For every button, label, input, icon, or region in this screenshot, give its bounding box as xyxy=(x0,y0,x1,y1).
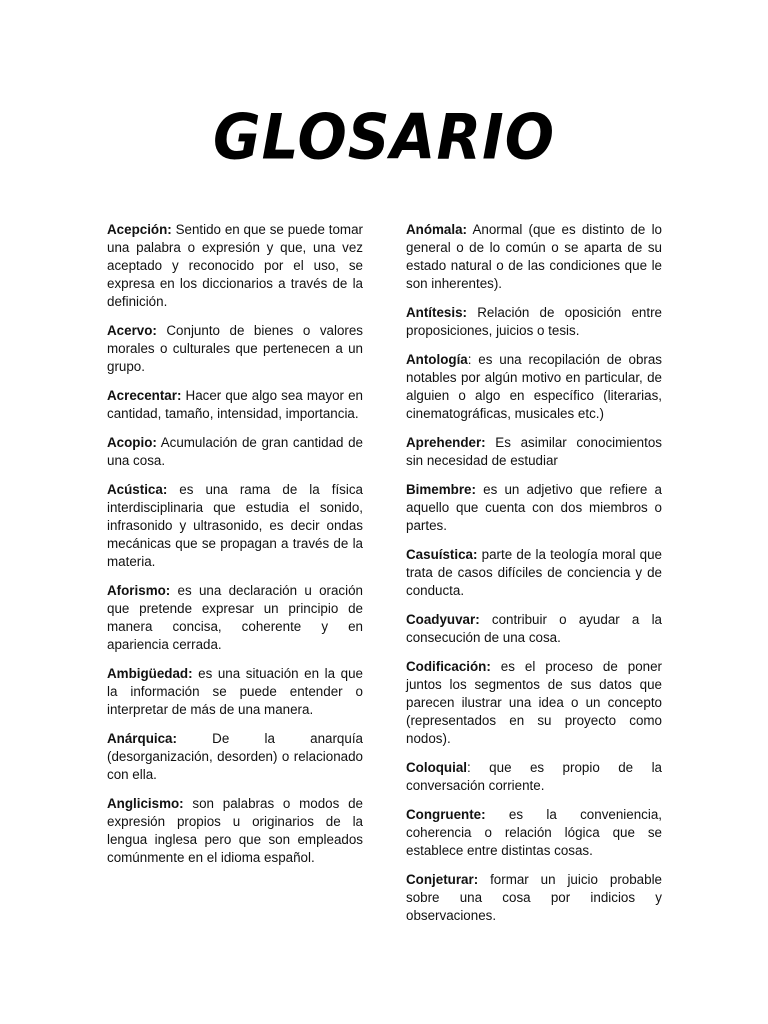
glossary-entry xyxy=(107,730,363,784)
glossary-entry xyxy=(406,658,662,748)
entry-term: Aforismo: xyxy=(107,583,171,598)
page-title: GLOSARIO xyxy=(212,100,555,174)
entry-term: Anárquica: xyxy=(107,731,177,746)
entry-term: Anómala: xyxy=(406,222,468,237)
right-column xyxy=(406,221,662,936)
entry-definition: formar un juicio probable sobre una cosa por indicios y observaciones. xyxy=(406,872,662,923)
glossary-entry xyxy=(406,759,662,795)
entry-definition: son palabras o modos de expresión propios u originarios de la lengua inglesa pero que son empleados comúnmente en el idioma español. xyxy=(107,796,363,865)
entry-definition: contribuir o ayudar a la consecución de una cosa. xyxy=(406,612,662,645)
entry-definition: Relación de oposición entre proposiciones, juicios o tesis. xyxy=(406,305,662,338)
entry-definition: es el proceso de poner juntos los segmentos de sus datos que parecen ilustrar una idea o un concepto (representados en su proyecto como nodos). xyxy=(406,659,662,746)
glossary-entry xyxy=(107,387,363,423)
glossary-entry xyxy=(406,806,662,860)
entry-term: Acústica: xyxy=(107,482,168,497)
entry-definition: Acumulación de gran cantidad de una cosa. xyxy=(107,435,363,468)
left-column xyxy=(107,221,363,878)
entry-definition: De la anarquía (desorganización, desorden) o relacionado con ella. xyxy=(107,731,363,782)
glossary-entry xyxy=(107,795,363,867)
glossary-entry xyxy=(406,221,662,293)
entry-term: Casuística: xyxy=(406,547,478,562)
entry-definition: Es asimilar conocimientos sin necesidad de estudiar xyxy=(406,435,662,468)
entry-definition: es la conveniencia, coherencia o relación lógica que se establece entre distintas cosas. xyxy=(406,807,662,858)
entry-term: Bimembre: xyxy=(406,482,476,497)
entry-definition: es una declaración u oración que pretende expresar un principio de manera concisa, coherente y en apariencia cerrada. xyxy=(107,583,363,652)
glossary-entry xyxy=(406,611,662,647)
entry-definition: Anormal (que es distinto de lo general o de lo común o se aparta de su estado natural o de las condiciones que le son inherentes). xyxy=(406,222,662,291)
glossary-entry xyxy=(406,871,662,925)
entry-definition: es una rama de la física interdisciplinaria que estudia el sonido, infrasonido y ultrasonido, es decir ondas mecánicas que se propagan a través de la materia. xyxy=(107,482,363,569)
entry-term: Aprehender: xyxy=(406,435,486,450)
entry-definition: parte de la teología moral que trata de casos difíciles de conciencia y de conducta. xyxy=(406,547,662,598)
entry-term: Acrecentar: xyxy=(107,388,182,403)
entry-term: Ambigüedad: xyxy=(107,666,193,681)
entry-definition: : que es propio de la conversación corriente. xyxy=(406,760,662,793)
glossary-entry xyxy=(107,481,363,571)
glossary-entry xyxy=(107,665,363,719)
glossary-entry xyxy=(107,582,363,654)
entry-definition: : es una recopilación de obras notables por algún motivo en particular, de alguien o algo en específico (literarias, cinematográficas, musicales etc.) xyxy=(406,352,662,421)
glossary-entry xyxy=(107,434,363,470)
entry-definition: es una situación en la que la información se puede entender o interpretar de más de una manera. xyxy=(107,666,363,717)
glossary-entry xyxy=(107,221,363,311)
entry-term: Acervo: xyxy=(107,323,157,338)
glossary-entry xyxy=(107,322,363,376)
entry-definition: es un adjetivo que refiere a aquello que cuenta con dos miembros o partes. xyxy=(406,482,662,533)
entry-term: Antítesis: xyxy=(406,305,468,320)
glossary-entry xyxy=(406,434,662,470)
entry-term: Acepción: xyxy=(107,222,172,237)
entry-term: Congruente: xyxy=(406,807,486,822)
entry-definition: Conjunto de bienes o valores morales o culturales que pertenecen a un grupo. xyxy=(107,323,363,374)
entry-term: Antología xyxy=(406,352,468,367)
entry-definition: Hacer que algo sea mayor en cantidad, tamaño, intensidad, importancia. xyxy=(107,388,363,421)
entry-term: Codificación: xyxy=(406,659,491,674)
entry-term: Coloquial xyxy=(406,760,467,775)
entry-term: Conjeturar: xyxy=(406,872,479,887)
entry-definition: Sentido en que se puede tomar una palabra o expresión y que, una vez aceptado y reconocido por el uso, se expresa en los diccionarios a través de la definición. xyxy=(107,222,363,309)
glossary-entry xyxy=(406,546,662,600)
entry-term: Acopio: xyxy=(107,435,157,450)
glossary-entry xyxy=(406,481,662,535)
entry-term: Anglicismo: xyxy=(107,796,184,811)
glossary-entry xyxy=(406,351,662,423)
glossary-entry xyxy=(406,304,662,340)
entry-term: Coadyuvar: xyxy=(406,612,480,627)
